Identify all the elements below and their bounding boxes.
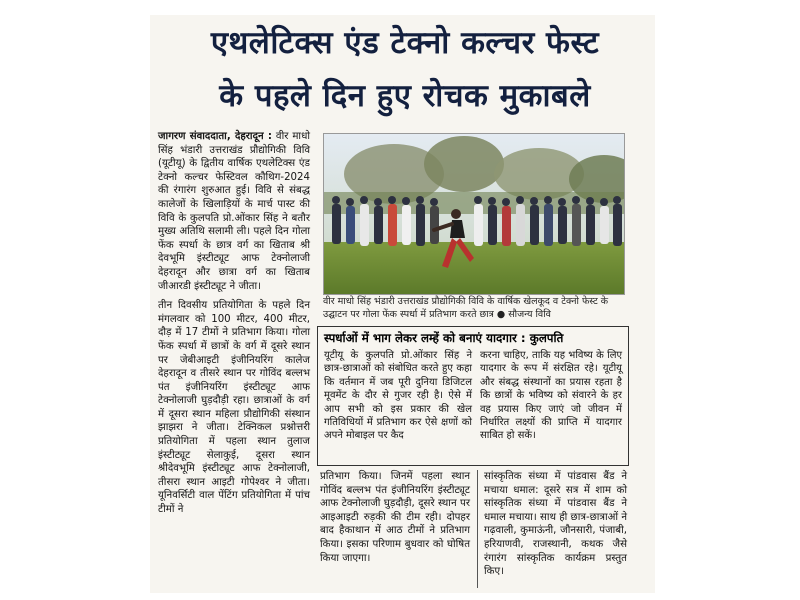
article-column-left xyxy=(158,130,310,520)
event-photo xyxy=(323,133,625,295)
article-column-middle: प्रतिभाग किया। जिनमें पहला स्थान गोविंद बल्लभ पंत इंजीनियरिंग इंस्टीट्यूट आफ टेक्नोलाजी घुड़दौड़ी, दूसरे स्थान पर आइआइटी रुड़की की टीम रही। दोपहर बाद हैकाथान में आठ टीमों ने प्रतिभाग किया। इसका परिणाम बुधवार को घोषित किया जाएगा। xyxy=(320,471,470,564)
article-text-1: वीर माधो सिंह भंडारी उत्तराखंड प्रौद्योगिकी विवि (यूटीयू) के द्वितीय वार्षिक एथलेटिक्स एंड टेक्नो कल्चर फेस्टिवल कौथिग-2024 की रंगारंग शुरुआत हुई। विवि से संबद्ध कालेजों के खिलाड़ियों के मार्च पास्ट की विवि के कुलपति प्रो.ओंकार सिंह ने बतौर मुख्य अतिथि सलामी ली। पहले दिन गोला फेंक स्पर्धा के छात्र वर्ग का खिताब श्री देवभूमि इंस्टीट्यूट आफ टेक्नोलाजी देहरादून और छात्रा वर्ग का खिताब जीआरडी इंस्टीट्यूट ने जीता। xyxy=(158,131,310,292)
article-paragraph-2: तीन दिवसीय प्रतियोगिता के पहले दिन मंगलवार को 100 मीटर, 400 मीटर, दौड़ में 17 टीमों ने प्रतिभाग किया। गोला फेंक स्पर्धा में छात्रों के वर्ग में दूसरे स्थान पर जेबीआइटी इंजीनियरिंग कालेज देहरादून व तीसरे स्थान पर गोविंद बल्लभ पंत इंजीनियरिंग इंस्टीट्यूट आफ टेक्नोलाजी घुड़दौड़ी रहा। छात्राओं के वर्ग में दूसरा स्थान महिला प्रौद्योगिकी संस्थान झाझरा ने जीता। टेक्निकल प्रश्नोत्तरी प्रतियोगिता में पहला स्थान तुलाज इंस्टीट्यूट सेलाकुई, दूसरा स्थान श्रीदेवभूमि इंस्टीट्यूट आफ टेक्नोलाजी, तीसरा स्थान आइटी गोपेश्वर ने जीता। यूनिवर्सिटी वाल पेंटिंग प्रतियोगिता में पांच टीमों ने xyxy=(158,300,310,516)
dateline: जागरण संवाददाता, देहरादून : xyxy=(158,131,272,142)
vc-quote-box xyxy=(317,326,629,466)
headline-line-2: के पहले दिन हुए रोचक मुकाबले xyxy=(219,78,591,114)
article-paragraph-1 xyxy=(158,130,310,293)
box-text-left: यूटीयू के कुलपति प्रो.ओंकार सिंह ने छात्र-छात्राओं को संबोधित करते हुए कहा कि वर्तमान में जब पूरी दुनिया डिजिटल मूवमेंट के दौर से गुजर रही है। ऐसे में आप सभी को इस प्रकार की खेल गतिविधियों में प्रतिभाग कर ऐसे क्षणों को अपने मोबाइल पर कैद xyxy=(324,350,472,442)
photo-caption: वीर माधो सिंह भंडारी उत्तराखंड प्रौद्योगिकी विवि के वार्षिक खेलकूद व टेक्नो फेस्ट के उद्घाटन पर गोला फेंक स्पर्धा में प्रतिभाग करते छात्र ● सौजन्य विवि xyxy=(323,296,609,320)
article-column-right: सांस्कृतिक संध्या में पांडवास बैंड ने मचाया धमाल: दूसरे सत्र में शाम को सांस्कृतिक संध्या में पांडवास बैंड ने धमाल मचाया। साथ ही छात्र-छात्राओं ने गढ़वाली, कुमाऊंनी, जौनसारी, पंजाबी, हरियाणवी, राजस्थानी, कथक जैसे रंगारंग सांस्कृतिक कार्यक्रम प्रस्तुत किए। xyxy=(484,471,627,578)
box-title: स्पर्धाओं में भाग लेकर लम्हें को बनाएं यादगार : कुलपति xyxy=(324,331,564,345)
shot-put-photo xyxy=(324,134,624,294)
box-text-right: करना चाहिए, ताकि यह भविष्य के लिए यादगार के रूप में संरक्षित रहे। यूटीयू और संबद्ध संस्थानों का प्रयास रहता है कि छात्रों के भविष्य को संवारने के हर वह प्रयास किए जाएं जो जीवन में निर्धारित लक्ष्यों की प्राप्ति में यादगार साबित हो सकें। xyxy=(480,350,622,442)
headline-line-1: एथलेटिक्स एंड टेक्नो कल्चर फेस्ट xyxy=(210,25,600,61)
column-divider xyxy=(477,470,478,588)
